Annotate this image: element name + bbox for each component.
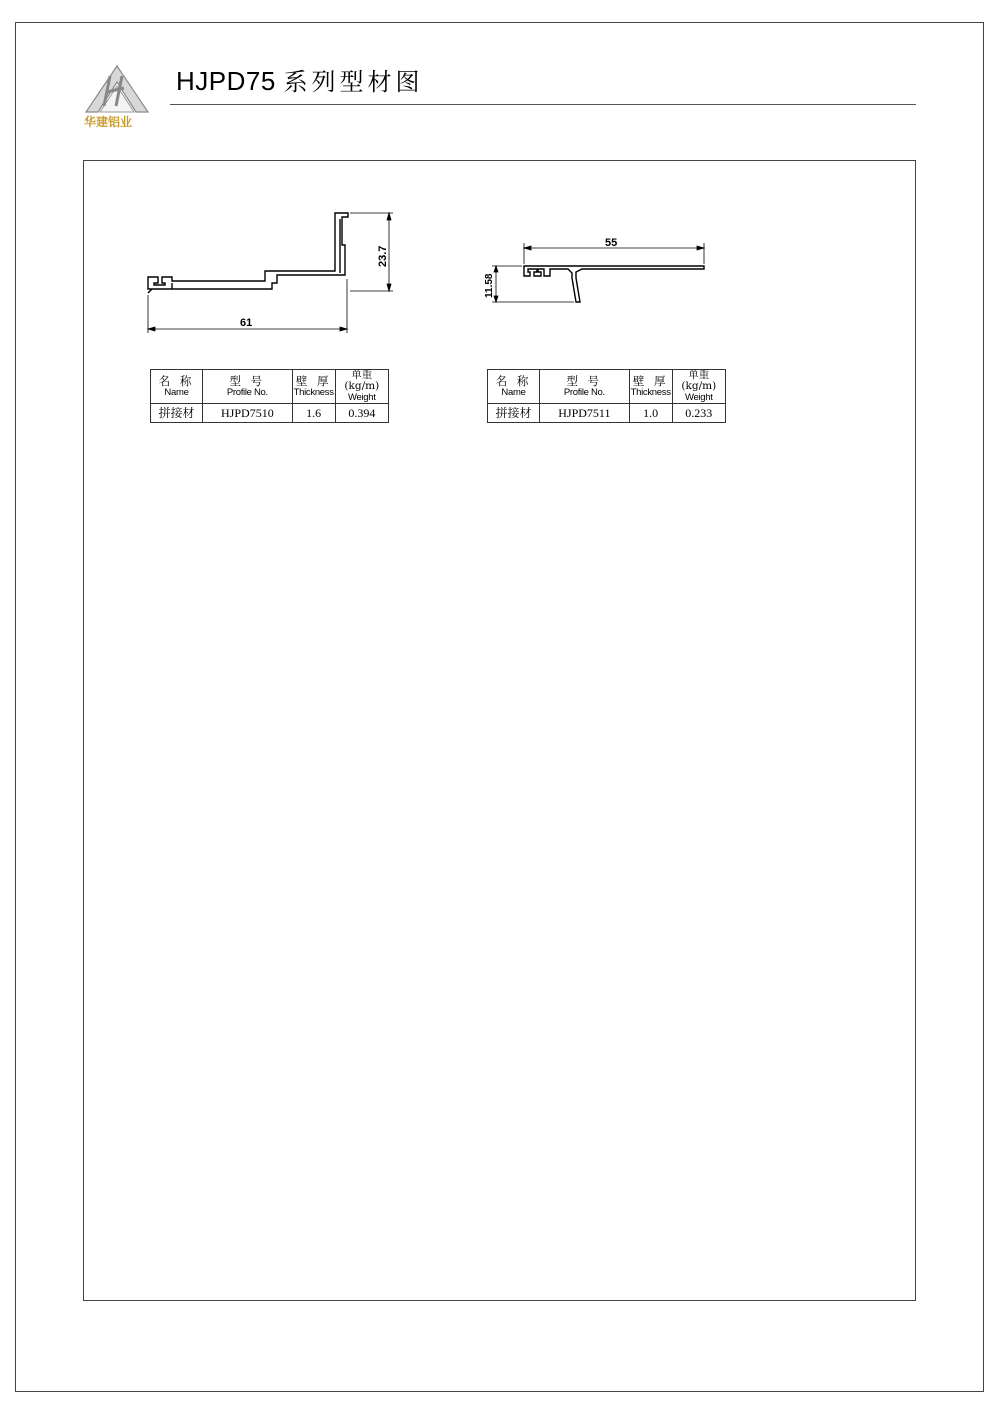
header-weight: 单重(kg/m) Weight bbox=[335, 370, 388, 404]
width-dimension-label: 61 bbox=[240, 317, 253, 329]
height-dimension-label: 23.7 bbox=[377, 245, 389, 267]
cell-weight: 0.233 bbox=[672, 404, 725, 423]
cell-thickness: 1.0 bbox=[629, 404, 672, 423]
height-dimension-label: 11.58 bbox=[484, 273, 495, 298]
spec-table-hjpd7511 bbox=[487, 369, 726, 423]
cell-name: 拼接材 bbox=[488, 404, 540, 423]
cell-thickness: 1.6 bbox=[292, 404, 335, 423]
header-thickness: 壁 厚 Thickness bbox=[292, 370, 335, 404]
header-thickness: 壁 厚 Thickness bbox=[629, 370, 672, 404]
table-header-row bbox=[488, 370, 726, 404]
title-code: HJPD75 bbox=[176, 66, 276, 96]
width-dimension-label: 55 bbox=[605, 237, 618, 249]
page-title bbox=[176, 62, 424, 97]
title-divider bbox=[170, 104, 916, 105]
profile-drawing-hjpd7511 bbox=[478, 228, 718, 313]
table-header-row bbox=[151, 370, 389, 404]
title-cn: 系列型材图 bbox=[283, 68, 424, 96]
table-row bbox=[488, 404, 726, 423]
profile-drawing-hjpd7510 bbox=[140, 205, 400, 335]
header-weight: 单重(kg/m) Weight bbox=[672, 370, 725, 404]
cell-weight: 0.394 bbox=[335, 404, 388, 423]
header-name: 名 称 Name bbox=[151, 370, 203, 404]
header-profile-no: 型 号 Profile No. bbox=[203, 370, 293, 404]
table-row bbox=[151, 404, 389, 423]
header-profile-no: 型 号 Profile No. bbox=[540, 370, 630, 404]
spec-table-hjpd7510 bbox=[150, 369, 389, 423]
cell-profile-no: HJPD7510 bbox=[203, 404, 293, 423]
logo-text: 华建铝业 bbox=[84, 115, 133, 129]
cell-name: 拼接材 bbox=[151, 404, 203, 423]
cell-profile-no: HJPD7511 bbox=[540, 404, 630, 423]
header-name: 名 称 Name bbox=[488, 370, 540, 404]
